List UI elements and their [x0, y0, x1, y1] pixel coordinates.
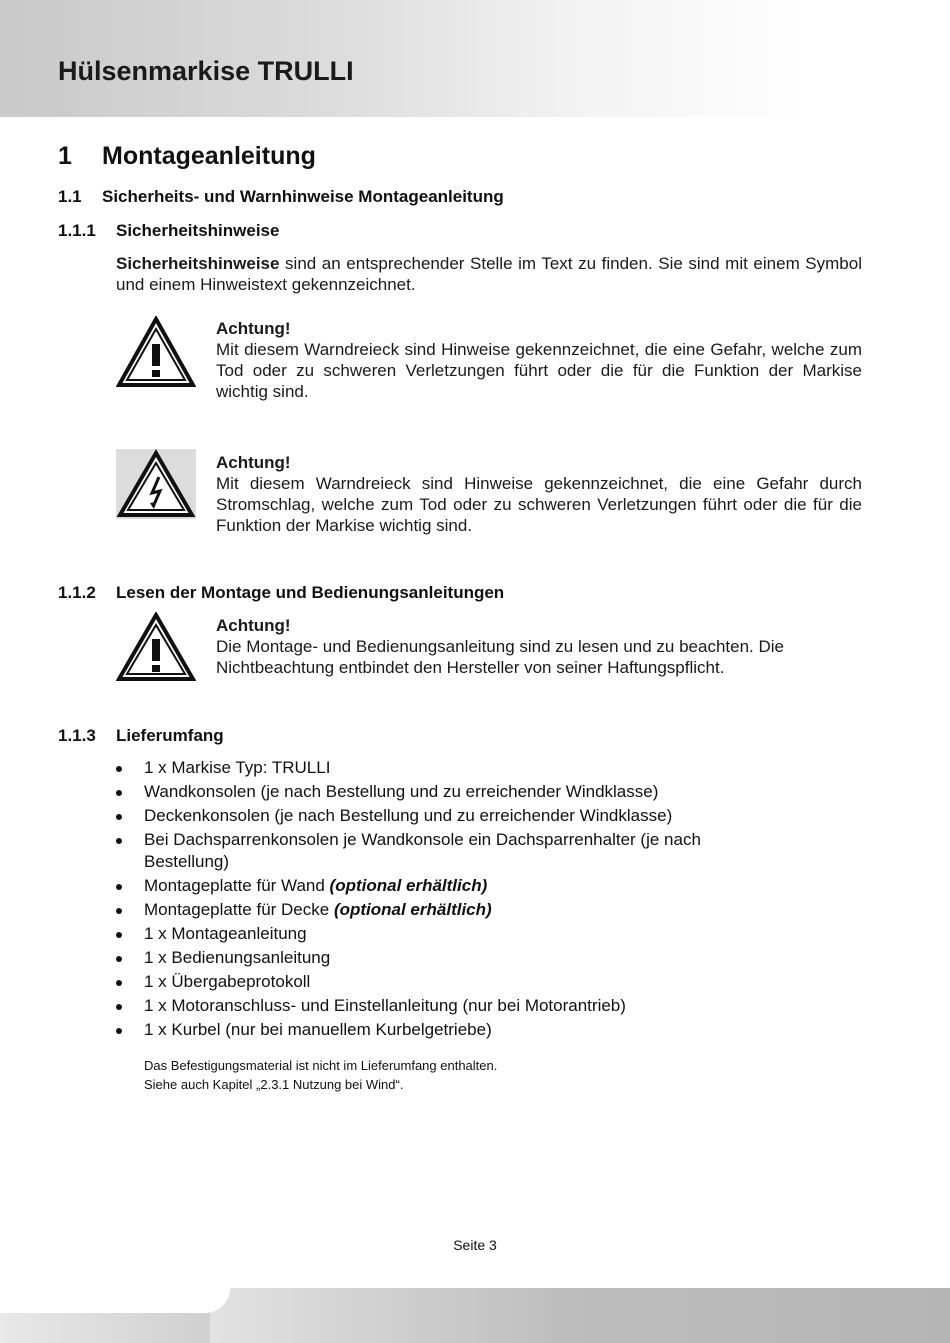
list-item: 1 x Montageanleitung [112, 923, 812, 945]
document-title: Hülsenmarkise TRULLI [58, 56, 354, 86]
warning-block-electric [216, 452, 862, 536]
list-item: Montageplatte für Decke (optional erhältlich) [112, 899, 812, 921]
list-item: 1 x Markise Typ: TRULLI [112, 757, 812, 779]
page-number: Seite 3 [453, 1237, 497, 1253]
list-item: 1 x Übergabeprotokoll [112, 971, 812, 993]
section-title: Sicherheits- und Warnhinweise Montageanleitung [102, 187, 504, 206]
warning-block-general [216, 318, 862, 402]
section-number: 1.1.3 [58, 726, 96, 745]
list-item: Montageplatte für Wand (optional erhältlich) [112, 875, 812, 897]
bullet-icon [116, 932, 122, 938]
warning-block-read-manual [216, 615, 862, 678]
section-number: 1.1.2 [58, 583, 96, 602]
warning-title: Achtung! [216, 616, 291, 635]
section-heading-1 [58, 142, 316, 171]
section-number: 1.1.1 [58, 221, 96, 240]
list-item: 1 x Kurbel (nur bei manuellem Kurbelgetriebe) [112, 1019, 812, 1041]
list-item: Bei Dachsparrenkonsolen je Wandkonsole ein Dachsparrenhalter (je nach Bestellung) [112, 829, 734, 873]
bullet-icon [116, 908, 122, 914]
exclamation-warning-icon [116, 612, 196, 682]
bullet-icon [116, 790, 122, 796]
list-item: 1 x Bedienungsanleitung [112, 947, 812, 969]
list-item: Wandkonsolen (je nach Bestellung und zu erreichender Windklasse) [112, 781, 812, 803]
section-title: Lieferumfang [116, 726, 224, 745]
bullet-icon [116, 1028, 122, 1034]
note-line: Siehe auch Kapitel „2.3.1 Nutzung bei Wind“. [144, 1077, 404, 1092]
section-heading-1-1-1 [58, 221, 279, 241]
bullet-icon [116, 838, 122, 844]
section-heading-1-1-2 [58, 583, 504, 603]
list-item: 1 x Motoranschluss- und Einstellanleitung (nur bei Motorantrieb) [112, 995, 812, 1017]
warning-text: Mit diesem Warndreieck sind Hinweise gekennzeichnet, die eine Gefahr durch Stromschlag, welche zum Tod oder zu schweren Verletzungen führt oder die für die Funktion der Markise wichtig sind. [216, 474, 862, 535]
section-title: Montageanleitung [102, 142, 316, 170]
section-number: 1 [58, 142, 72, 170]
footer-left-segment [0, 1311, 210, 1343]
bullet-icon [116, 766, 122, 772]
intro-bold-term: Sicherheitshinweise [116, 254, 280, 273]
warning-text: Die Montage- und Bedienungsanleitung sind zu lesen und zu beachten. Die Nichtbeachtung entbindet den Hersteller von seiner Haftungspflicht. [216, 637, 785, 677]
warning-text: Mit diesem Warndreieck sind Hinweise gekennzeichnet, die eine Gefahr, welche zum Tod oder zu schweren Verletzungen führt oder die für die Funktion der Markise wichtig sind. [216, 340, 862, 401]
delivery-scope-list [112, 757, 812, 1043]
list-item: Deckenkonsolen (je nach Bestellung und zu erreichender Windklasse) [112, 805, 812, 827]
footer-notch [0, 1288, 230, 1313]
electric-shock-warning-icon [116, 449, 196, 519]
bullet-icon [116, 884, 122, 890]
note-line: Das Befestigungsmaterial ist nicht im Lieferumfang enthalten. [144, 1058, 498, 1073]
section-title: Sicherheitshinweise [116, 221, 280, 240]
delivery-note [144, 1056, 497, 1094]
bullet-icon [116, 1004, 122, 1010]
intro-text: sind an entsprechender Stelle im Text zu finden. Sie sind mit einem Symbol und einem Hinweistext gekennzeichnet. [116, 254, 862, 294]
warning-title: Achtung! [216, 453, 291, 472]
warning-title: Achtung! [216, 319, 291, 338]
bullet-icon [116, 956, 122, 962]
section-number: 1.1 [58, 187, 82, 206]
bullet-icon [116, 814, 122, 820]
bullet-icon [116, 980, 122, 986]
section-heading-1-1 [58, 187, 504, 207]
section-title: Lesen der Montage und Bedienungsanleitungen [116, 583, 505, 602]
exclamation-warning-icon [116, 316, 196, 388]
section-heading-1-1-3 [58, 726, 224, 746]
safety-intro-paragraph [116, 253, 862, 295]
